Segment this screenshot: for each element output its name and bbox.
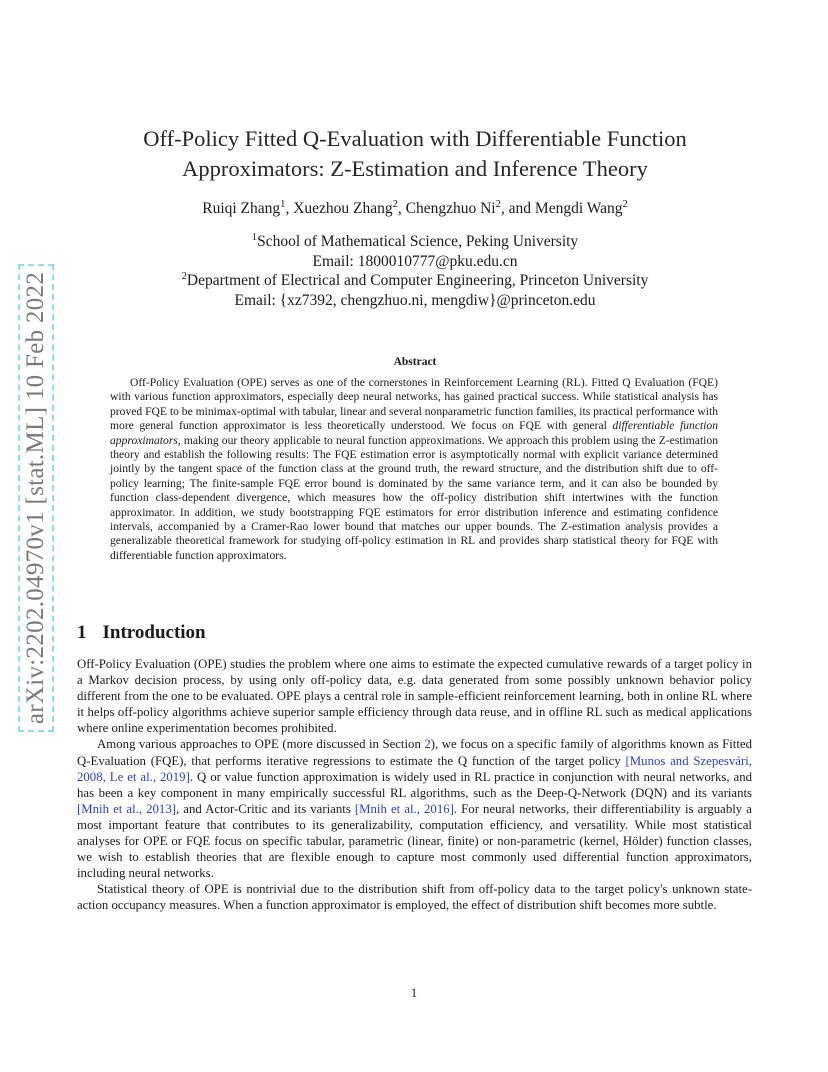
abstract-heading: Abstract [393, 356, 437, 368]
citation-link[interactable]: [Mnih et al., 2013] [77, 801, 176, 816]
abstract-part: , making our theory applicable to neural function approximations. We approach this problem using the Z-estimation theory and establish the following results: The FQE estimation error is asymptotically normal with explicit variance determined jointly by the tangent space of the function class at the ground truth, the reward structure, and the distribution shift due to off-policy learning; The finite-sample FQE error bound is dominated by the same variance term, and it can also be bounded by function class-dependent divergence, which measures how the off-policy distribution shift intertwines with the function approximator. In addition, we study bootstrapping FQE estimators for error distribution inference and estimating confidence intervals, accompanied by a Cramer-Rao lower bound that matches our upper bounds. The Z-estimation analysis provides a generalizable theoretical framework for studying off-policy estimation in RL and provides sharp statistical theory for FQE with differentiable function approximators. [110, 433, 718, 562]
author-name: Chengzhuo Ni [405, 200, 496, 217]
paragraph-text: , and Actor-Critic and its variants [176, 801, 355, 816]
author-separator: , and [500, 200, 535, 217]
affiliation-mark: 1 [251, 231, 258, 243]
paragraph-text: Off-Policy Evaluation (OPE) studies the problem where one aims to estimate the expected cumulative rewards of a target policy in a Markov decision process, by using only off-policy data, e.g. data generated from some possibly unknown behavior policy different from the one to be evaluated. OPE plays a central role in sample-efficient reinforcement learning, both in online RL where it helps off-policy algorithms achieve superior sample efficiency through data reuse, and in offline RL such as medical applications where online experimentation becomes prohibited. [77, 657, 752, 736]
author-name: Mengdi Wang [534, 200, 623, 217]
paragraph-text: ), we focus on a specific family of algorithms known as Fitted Q-Evaluation (FQE), that performs iterative regressions to estimate the Q function of the target policy [77, 737, 752, 768]
body-paragraph [77, 881, 752, 913]
affiliation-line [95, 232, 735, 252]
introduction-body [77, 656, 752, 914]
author-name: Xuezhou Zhang [293, 200, 393, 217]
affiliation-line [95, 291, 735, 311]
section-title: Introduction [102, 622, 206, 643]
author-name: Ruiqi Zhang [202, 200, 281, 217]
citation-link[interactable]: [Munos and Szepesvári, 2008, Le et al., 2019] [77, 753, 752, 784]
affiliation-email: Email: 1800010777@pku.edu.cn [312, 252, 518, 270]
author-affiliation-mark: 2 [495, 198, 501, 210]
arxiv-id-text[interactable]: arXiv:2202.04970v1 [stat.ML] 10 Feb 2022 [18, 264, 54, 732]
author-separator: , [285, 200, 294, 217]
abstract-emphasis: differentiable function approximators [110, 419, 718, 447]
title-line-2: Approximators: Z-Estimation and Inference Theory [182, 156, 648, 181]
paper-title [95, 124, 735, 184]
paragraph-text: Among various approaches to OPE (more discussed in Section [97, 737, 425, 752]
section-number: 1 [77, 622, 87, 643]
affiliation-line [95, 271, 735, 291]
author-affiliation-mark: 2 [392, 198, 398, 210]
citation-link[interactable]: 2 [424, 737, 431, 752]
page-number: 1 [410, 986, 418, 1000]
section-heading [77, 622, 206, 644]
affiliation-email: Email: {xz7392, chengzhuo.ni, mengdiw}@princeton.edu [234, 291, 596, 309]
author-affiliation-mark: 1 [280, 198, 286, 210]
body-paragraph [77, 736, 752, 881]
abstract-part: Off-Policy Evaluation (OPE) serves as one of the cornerstones in Reinforcement Learning (RL). Fitted Q Evaluation (FQE) with various function approximators, especially deep neural networks, has gained practical success. While statistical analysis has proved FQE to be minimax-optimal with tabular, linear and several nonparametric function families, its practical performance with more general function approximator is less theoretically understood. We focus on FQE with general [110, 376, 719, 433]
affiliations [95, 232, 735, 310]
body-paragraph [77, 656, 752, 736]
citation-link[interactable]: [Mnih et al., 2016] [354, 801, 454, 816]
paragraph-text: . For neural networks, their differentiability is arguably a most important feature that contributes to its generalizability, computation efficiency, and versatility. While most statistical analyses for OPE or FQE focus on specific tabular, parametric (linear, finite) or non-parametric (kernel, Hölder) function classes, we wish to establish theories that are flexible enough to capture most commonly used differential function approximators, including neural networks. [77, 801, 752, 881]
affiliation-text: Department of Electrical and Computer Engineering, Princeton University [186, 272, 649, 289]
affiliation-line [95, 252, 735, 272]
paragraph-text: . Q or value function approximation is widely used in RL practice in conjunction with neural networks, and has been a key component in many empirically successful RL algorithms, such as the Deep-Q-Network (DQN) and its variants [77, 769, 752, 800]
author-affiliation-mark: 2 [622, 198, 628, 210]
abstract-text [110, 376, 718, 563]
author-separator: , [397, 200, 406, 217]
author-list [95, 200, 735, 218]
affiliation-mark: 2 [181, 270, 187, 282]
affiliation-text: School of Mathematical Science, Peking University [257, 233, 579, 250]
arxiv-stamp [20, 248, 52, 748]
title-line-1: Off-Policy Fitted Q-Evaluation with Differentiable Function [143, 126, 687, 151]
paragraph-text: Statistical theory of OPE is nontrivial due to the distribution shift from off-policy data to the target policy's unknown state-action occupancy measures. When a function approximator is employed, the effect of distribution shift becomes more subtle. [77, 882, 752, 913]
